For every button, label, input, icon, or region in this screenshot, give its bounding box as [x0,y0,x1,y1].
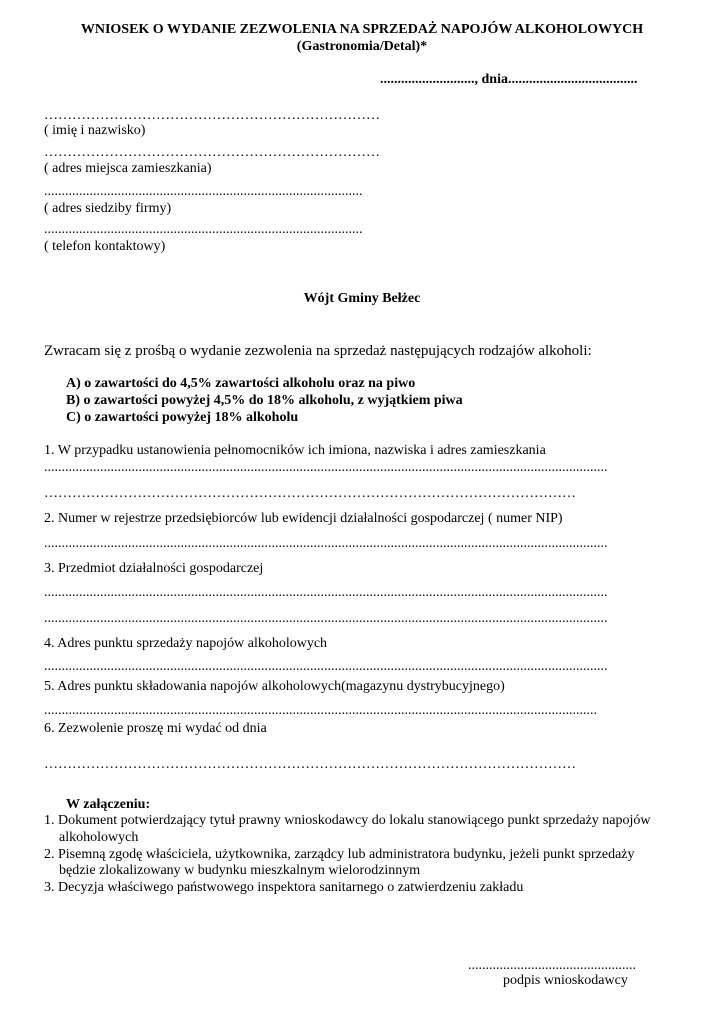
company-address-label: ( adres siedziby firmy) [44,201,172,216]
field-6-line[interactable]: …………………………………………………………………………………………………… [44,757,576,772]
company-address-line[interactable]: ........................................................................................... [44,184,363,199]
field-5-label: 5. Adres punktu składowania napojów alkoholowych(magazynu dystrybucyjnego) [44,679,505,694]
name-label: ( imię i nazwisko) [44,123,146,138]
attachment-1-line-1: 1. Dokument potwierdzający tytuł prawny wnioskodawcy do lokalu stanowiącego punkt sprzedaży napojów [44,813,651,828]
option-a[interactable]: A) o zawartości do 4,5% zawartości alkoholu oraz na piwo [66,376,416,391]
field-2-line[interactable]: ................................................................................................................................................................. [44,536,608,551]
field-2-label: 2. Numer w rejestrze przedsiębiorców lub ewidencji działalności gospodarczej ( numer NIP) [44,511,563,526]
attachment-2-line-1: 2. Pisemną zgodę właściciela, użytkownika, zarządcy lub administratora budynku, jeżeli punkt sprzedaży [44,847,635,862]
field-1-line-2[interactable]: …………………………………………………………………………………………………… [44,486,576,501]
addressee: Wójt Gminy Bełżec [303,291,421,306]
residence-line[interactable]: ……………………………………………………………… [44,145,380,160]
phone-label: ( telefon kontaktowy) [44,239,166,254]
field-5-line[interactable]: .............................................................................................................................................................. [44,703,597,718]
form-subtitle: (Gastronomia/Detal)* [296,39,428,54]
residence-label: ( adres miejsca zamieszkania) [44,161,212,176]
name-line[interactable]: ……………………………………………………………… [44,108,380,123]
field-3-line-1[interactable]: ................................................................................................................................................................. [44,585,608,600]
field-4-line[interactable]: ................................................................................................................................................................. [44,659,608,674]
field-1-line-1[interactable]: ................................................................................................................................................................. [44,460,608,475]
place-date-field[interactable]: ..........................., dnia..................................... [380,72,638,87]
option-c[interactable]: C) o zawartości powyżej 18% alkoholu [66,410,299,425]
request-intro: Zwracam się z prośbą o wydanie zezwolenia na sprzedaż następujących rodzajów alkoholi: [44,343,592,359]
attachment-2-line-2: będzie zlokalizowany w budynku mieszkalnym wielorodzinnym [59,863,421,878]
phone-line[interactable]: ........................................................................................... [44,222,363,237]
form-title: WNIOSEK O WYDANIE ZEZWOLENIA NA SPRZEDAŻ NAPOJÓW ALKOHOLOWYCH [80,22,644,37]
signature-line[interactable]: ................................................ [468,958,636,973]
field-3-label: 3. Przedmiot działalności gospodarczej [44,561,264,576]
attachments-heading: W załączeniu: [66,797,151,812]
attachment-3: 3. Decyzja właściwego państwowego inspektora sanitarnego o zatwierdzeniu zakładu [44,880,524,895]
attachment-1-line-2: alkoholowych [59,830,139,845]
signature-label: podpis wnioskodawcy [503,973,628,988]
option-b[interactable]: B) o zawartości powyżej 4,5% do 18% alkoholu, z wyjątkiem piwa [66,393,463,408]
field-1-label: 1. W przypadku ustanowienia pełnomocników ich imiona, nazwiska i adres zamieszkania [44,443,546,458]
field-6-label: 6. Zezwolenie proszę mi wydać od dnia [44,721,267,736]
field-4-label: 4. Adres punktu sprzedaży napojów alkoholowych [44,636,328,651]
field-3-line-2[interactable]: ................................................................................................................................................................. [44,611,608,626]
